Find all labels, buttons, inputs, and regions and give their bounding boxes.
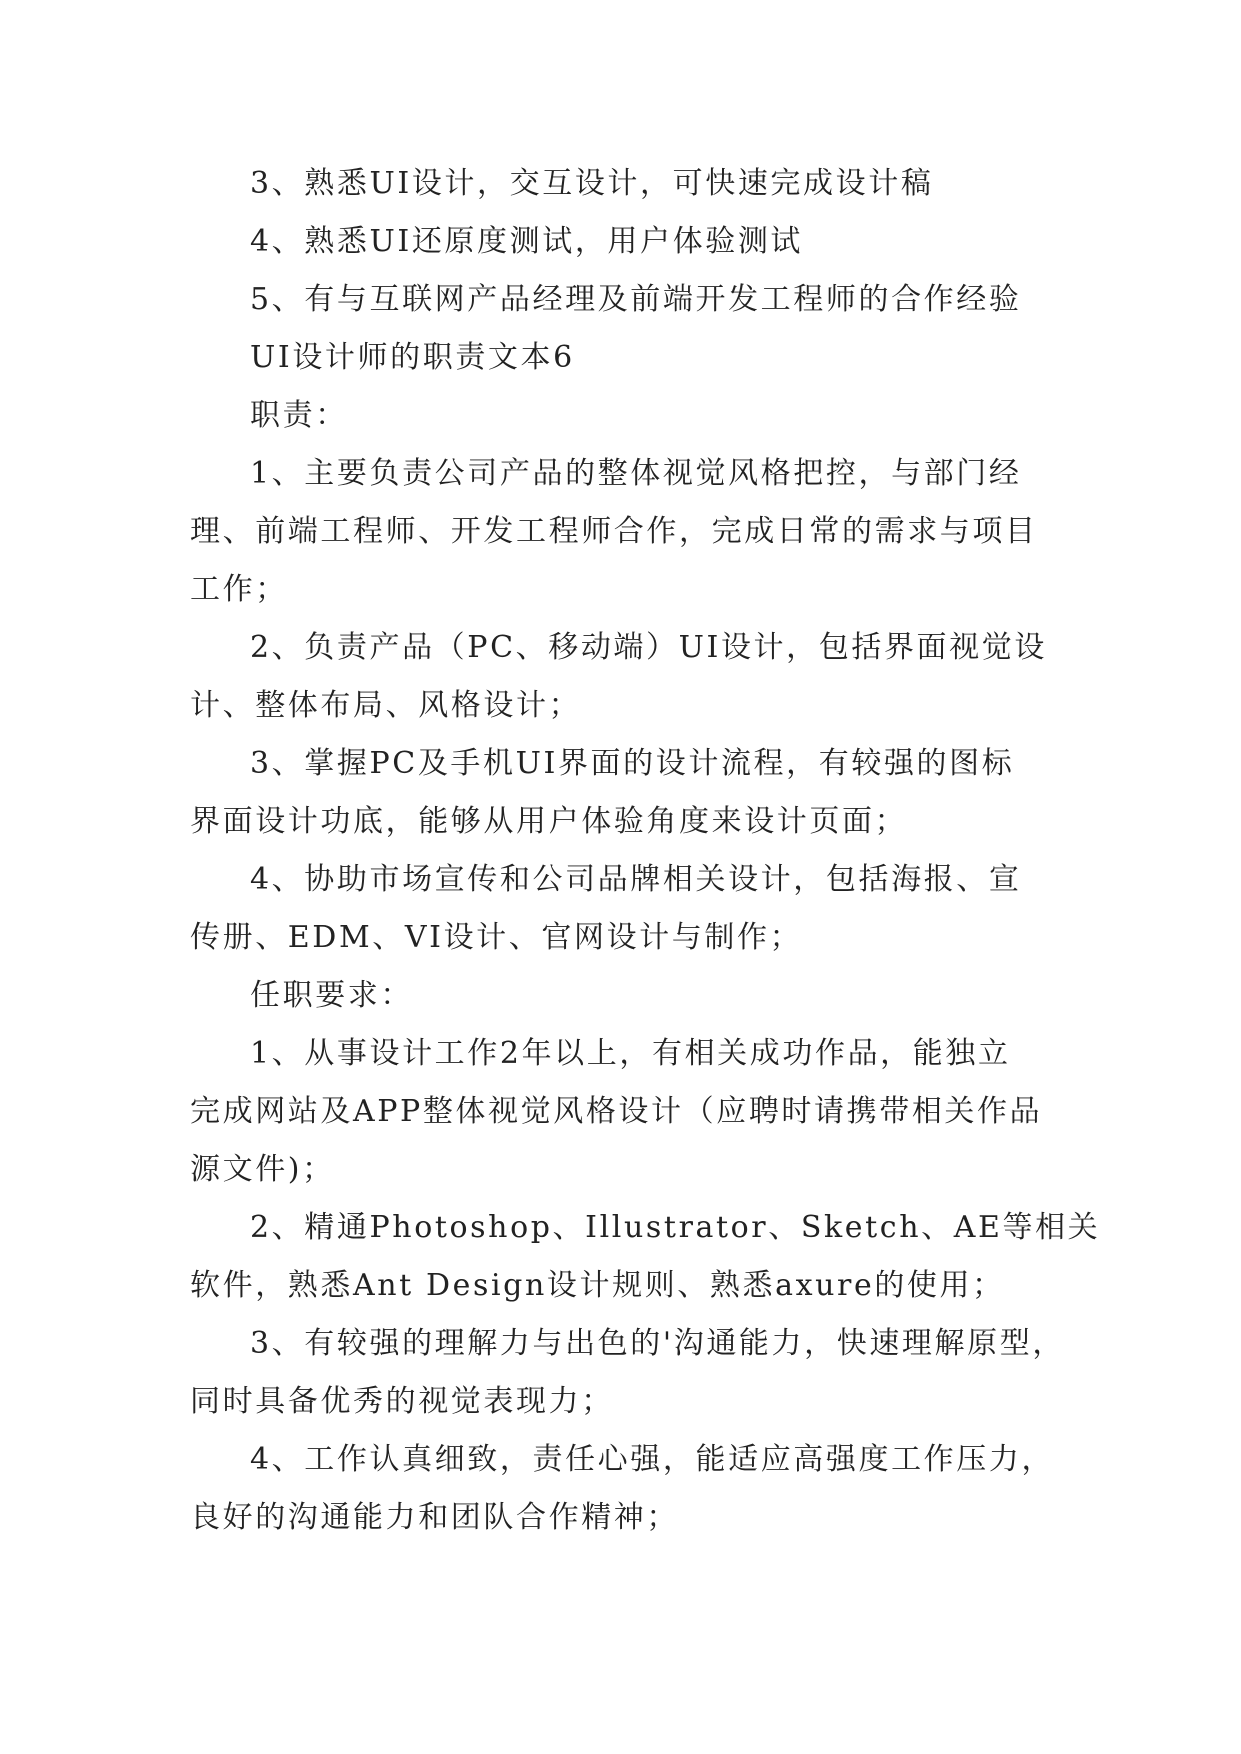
section-title: UI设计师的职责文本6 bbox=[250, 340, 575, 375]
requirement-3-line-2: 同时具备优秀的视觉表现力； bbox=[190, 1384, 614, 1419]
responsibilities-heading: 职责： bbox=[250, 398, 348, 433]
list-item-ui-design: 3、熟悉UI设计，交互设计，可快速完成设计稿 bbox=[250, 166, 934, 201]
responsibility-3-line-2: 界面设计功底，能够从用户体验角度来设计页面； bbox=[190, 804, 908, 839]
responsibility-1-line-3: 工作； bbox=[190, 572, 288, 607]
responsibility-4-line-2: 传册、EDM、VI设计、官网设计与制作； bbox=[190, 920, 803, 955]
requirement-2-line-1: 2、精通Photoshop、Illustrator、Sketch、AE等相关 bbox=[250, 1210, 1101, 1245]
responsibility-2-line-1: 2、负责产品（PC、移动端）UI设计，包括界面视觉设 bbox=[250, 630, 1047, 665]
list-item-restoration-test: 4、熟悉UI还原度测试，用户体验测试 bbox=[250, 224, 804, 259]
responsibility-3-line-1: 3、掌握PC及手机UI界面的设计流程，有较强的图标 bbox=[250, 746, 1015, 781]
document-body bbox=[190, 155, 1101, 1547]
requirement-2-line-2: 软件，熟悉Ant Design设计规则、熟悉axure的使用； bbox=[190, 1268, 1005, 1303]
requirements-heading: 任职要求： bbox=[250, 978, 413, 1013]
list-item-cooperation-experience: 5、有与互联网产品经理及前端开发工程师的合作经验 bbox=[250, 282, 1022, 317]
requirement-4-line-1: 4、工作认真细致，责任心强，能适应高强度工作压力， bbox=[250, 1442, 1055, 1477]
requirement-3-line-1: 3、有较强的理解力与出色的'沟通能力，快速理解原型， bbox=[250, 1326, 1065, 1361]
responsibility-2-line-2: 计、整体布局、风格设计； bbox=[190, 688, 582, 723]
responsibility-4-line-1: 4、协助市场宣传和公司品牌相关设计，包括海报、宣 bbox=[250, 862, 1022, 897]
requirement-1-line-1: 1、从事设计工作2年以上，有相关成功作品，能独立 bbox=[250, 1036, 1011, 1071]
responsibility-1-line-2: 理、前端工程师、开发工程师合作，完成日常的需求与项目 bbox=[190, 514, 1038, 549]
requirement-4-line-2: 良好的沟通能力和团队合作精神； bbox=[190, 1500, 679, 1535]
requirement-1-line-2: 完成网站及APP整体视觉风格设计（应聘时请携带相关作品 bbox=[190, 1094, 1043, 1129]
requirement-1-line-3: 源文件)； bbox=[190, 1152, 335, 1187]
responsibility-1-line-1: 1、主要负责公司产品的整体视觉风格把控，与部门经 bbox=[250, 456, 1022, 491]
